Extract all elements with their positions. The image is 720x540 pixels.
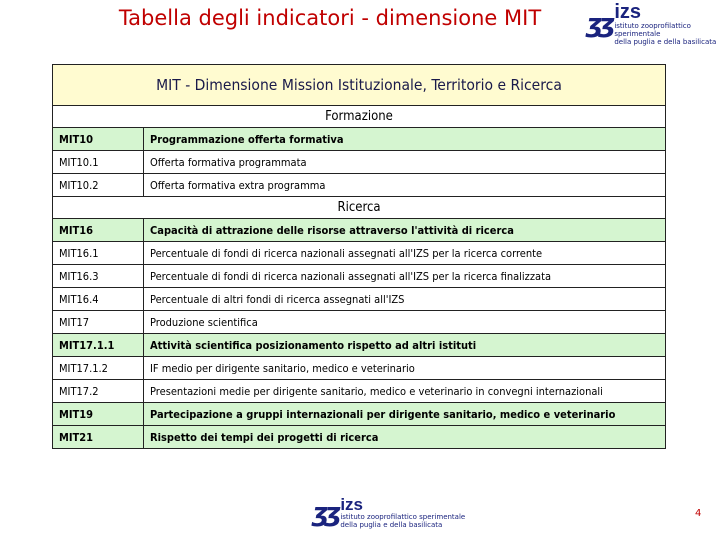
indicator-description: Offerta formativa extra programma <box>144 174 666 197</box>
table-header: MIT - Dimensione Mission Istituzionale, Territorio e Ricerca <box>53 65 666 106</box>
table-row <box>53 288 666 311</box>
logo-brand: izs <box>340 495 363 514</box>
table-row <box>53 334 666 357</box>
logo-line1: istituto zooprofilattico sperimentale <box>614 22 691 38</box>
indicator-code: MIT16.3 <box>53 265 144 288</box>
indicator-description: Presentazioni medie per dirigente sanitario, medico e veterinario in convegni internazionali <box>144 380 666 403</box>
logo-brand: izs <box>614 1 641 23</box>
izs-logo-top <box>586 2 720 46</box>
izs-logo-bottom <box>312 496 465 529</box>
indicator-code: MIT16.4 <box>53 288 144 311</box>
indicator-description: Percentuale di fondi di ricerca nazionali assegnati all'IZS per la ricerca corrente <box>144 242 666 265</box>
indicator-code: MIT17 <box>53 311 144 334</box>
indicator-description: Capacità di attrazione delle risorse attraverso l'attività di ricerca <box>144 219 666 242</box>
table-row <box>53 357 666 380</box>
indicator-description: Rispetto dei tempi dei progetti di ricerca <box>144 426 666 449</box>
table-row <box>53 219 666 242</box>
indicator-description: IF medio per dirigente sanitario, medico e veterinario <box>144 357 666 380</box>
section-title: Ricerca <box>53 197 666 219</box>
indicator-description: Produzione scientifica <box>144 311 666 334</box>
indicator-code: MIT10.1 <box>53 151 144 174</box>
indicator-code: MIT10.2 <box>53 174 144 197</box>
izs-logo-icon: ʒʒ <box>586 9 612 39</box>
indicator-code: MIT17.1.2 <box>53 357 144 380</box>
indicator-description: Percentuale di altri fondi di ricerca assegnati all'IZS <box>144 288 666 311</box>
page-number: 4 <box>695 508 702 519</box>
indicators-table <box>52 64 666 449</box>
indicator-description: Partecipazione a gruppi internazionali per dirigente sanitario, medico e veterinario <box>144 403 666 426</box>
indicator-code: MIT17.2 <box>53 380 144 403</box>
indicator-code: MIT17.1.1 <box>53 334 144 357</box>
indicator-description: Attività scientifica posizionamento rispetto ad altri istituti <box>144 334 666 357</box>
section-row <box>53 197 666 219</box>
table-row <box>53 128 666 151</box>
table-row <box>53 403 666 426</box>
indicator-code: MIT16.1 <box>53 242 144 265</box>
indicator-description: Offerta formativa programmata <box>144 151 666 174</box>
table-row <box>53 311 666 334</box>
table-row <box>53 380 666 403</box>
logo-line1: istituto zooprofilattico sperimentale <box>340 513 466 521</box>
indicator-description: Programmazione offerta formativa <box>144 128 666 151</box>
section-title: Formazione <box>53 106 666 128</box>
logo-line2: della puglia e della basilicata <box>340 521 443 529</box>
table-row <box>53 151 666 174</box>
table-row <box>53 265 666 288</box>
indicator-code: MIT19 <box>53 403 144 426</box>
slide-title: Tabella degli indicatori - dimensione MIT <box>118 6 542 30</box>
izs-logo-icon: ʒʒ <box>312 497 338 528</box>
section-row <box>53 106 666 128</box>
indicator-code: MIT10 <box>53 128 144 151</box>
table-row <box>53 426 666 449</box>
table-row <box>53 242 666 265</box>
table-row <box>53 174 666 197</box>
indicator-code: MIT16 <box>53 219 144 242</box>
logo-line2: della puglia e della basilicata <box>614 38 717 46</box>
indicator-description: Percentuale di fondi di ricerca nazionali assegnati all'IZS per la ricerca finalizzata <box>144 265 666 288</box>
indicator-code: MIT21 <box>53 426 144 449</box>
